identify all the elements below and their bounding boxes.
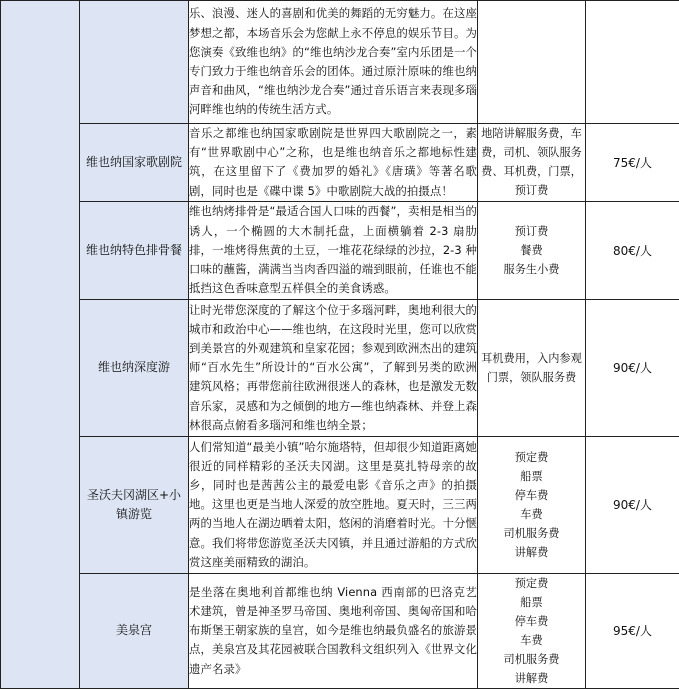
fee-item: 预订费 [478, 222, 585, 241]
fees-cell [478, 201, 586, 299]
item-description: 乐、浪漫、迷人的喜剧和优美的舞蹈的无穷魅力。在这座梦想之都，本场音乐会为您献上永不停息的娱乐节目。为您演奏《致维也纳》的“维也纳沙龙合奏”室内乐团是一个专门致力于维也纳音乐会的团体。通过原汁原味的维也纳声音和曲风，“维也纳沙龙合奏”通过音乐语言来表现多瑙河畔维也纳的传统生活方式。 [189, 1, 478, 124]
fee-item: 停车费 [478, 612, 585, 631]
fee-item: 餐费 [478, 241, 585, 260]
item-name: 美泉宫 [80, 621, 188, 640]
item-description: 让时光带您深度的了解这个位于多瑙河畔，奥地利很大的城市和政治中心——维也纳，在这段时光里，您可以欣赏到美景宫的外观建筑和皇家花园；参观到欧洲杰出的建筑师“百水先生”所设计的“百水公寓”，了解到另类的欧洲建筑风格；再带您前往欧洲很迷人的森林，也是激发无数音乐家，灵感和为之倾倒的地方—维也纳森林、并登上森林很高点俯看多瑙河和维也纳全景； [189, 299, 478, 436]
price-cell: 75€/人 [586, 124, 679, 202]
item-name-cell [80, 299, 189, 436]
fee-item: 司机服务费 [478, 524, 585, 543]
table-row [1, 201, 679, 299]
fee-item: 船票 [478, 467, 585, 486]
item-name: 镇游览 [80, 505, 188, 524]
fee-item: 讲解费 [478, 543, 585, 562]
fee-item: 地陪讲解服务费，车费，司机、领队服务费、耳机费，门票，预订费 [478, 124, 585, 200]
fee-item: 讲解费 [478, 669, 585, 688]
table-row [1, 1, 679, 124]
item-name: 维也纳国家歌剧院 [80, 153, 188, 172]
price-cell [586, 1, 679, 124]
fee-item: 车费 [478, 631, 585, 650]
category-cell [1, 1, 80, 689]
table-row [1, 436, 679, 573]
item-description: 维也纳烤排骨是“最适合国人口味的西餐”，卖相是相当的诱人，一个椭圆的大木制托盘，上面横躺着 2-3 扇肋排，一堆烤得焦黄的土豆，一堆花花绿绿的沙拉，2-3 种口味的蘸酱，满满当当肉香四溢的端到眼前，任谁也不能抵挡这色香味意型五样俱全的美食诱惑。 [189, 201, 478, 299]
table-row [1, 299, 679, 436]
item-name-cell [80, 1, 189, 124]
table-row [1, 124, 679, 202]
item-name: 圣沃夫冈湖区+小 [80, 486, 188, 505]
fee-item: 司机服务费 [478, 650, 585, 669]
fee-item: 预定费 [478, 448, 585, 467]
item-name: 维也纳特色排骨餐 [80, 241, 188, 260]
fees-cell [478, 573, 586, 688]
fee-item: 耳机费用，入内参观门票，领队服务费 [478, 349, 585, 387]
fees-cell [478, 124, 586, 202]
item-description: 音乐之都维也纳国家歌剧院是世界四大歌剧院之一，素有“世界歌剧中心”之称，也是维也纳音乐之都地标性建筑，在这里留下了《费加罗的婚礼》《唐璜》等著名歌剧，同时也是《碟中谍 5》中歌剧院大战的拍摄点！ [189, 124, 478, 202]
fee-item: 停车费 [478, 486, 585, 505]
fee-item: 预定费 [478, 574, 585, 593]
price-cell: 80€/人 [586, 201, 679, 299]
item-description: 人们常知道“最美小镇”哈尔施塔特，但却很少知道距离她很近的同样精彩的圣沃夫冈湖。这里是莫扎特母亲的故乡，同时也是茜茜公主的最爱电影《音乐之声》的拍摄地。这里也更是当地人深爱的放空胜地。夏天时，三三两两的当地人在湖边晒着太阳，悠闲的消磨着时光。十分惬意。我们将带您游览圣沃夫冈镇，并且通过游船的方式欣赏这座美丽精致的湖泊。 [189, 436, 478, 573]
price-cell: 90€/人 [586, 299, 679, 436]
fees-cell [478, 299, 586, 436]
item-name: 维也纳深度游 [80, 358, 188, 377]
fee-item: 车费 [478, 505, 585, 524]
item-name-cell [80, 201, 189, 299]
price-cell: 95€/人 [586, 573, 679, 688]
item-name-cell [80, 436, 189, 573]
item-name-cell [80, 573, 189, 688]
item-name-cell [80, 124, 189, 202]
fee-item: 服务生小费 [478, 260, 585, 279]
item-description: 是坐落在奥地利首都维也纳 Vienna 西南部的巴洛克艺术建筑，曾是神圣罗马帝国、奥地利帝国、奥匈帝国和哈布斯堡王朝家族的皇宫，如今是维也纳最负盛名的旅游景点，美泉宫及其花园被联合国教科文组织列入《世界文化遗产名录》 [189, 573, 478, 688]
fees-cell [478, 436, 586, 573]
table-row [1, 573, 679, 688]
fees-cell [478, 1, 586, 124]
price-cell: 90€/人 [586, 436, 679, 573]
fee-item: 船票 [478, 593, 585, 612]
